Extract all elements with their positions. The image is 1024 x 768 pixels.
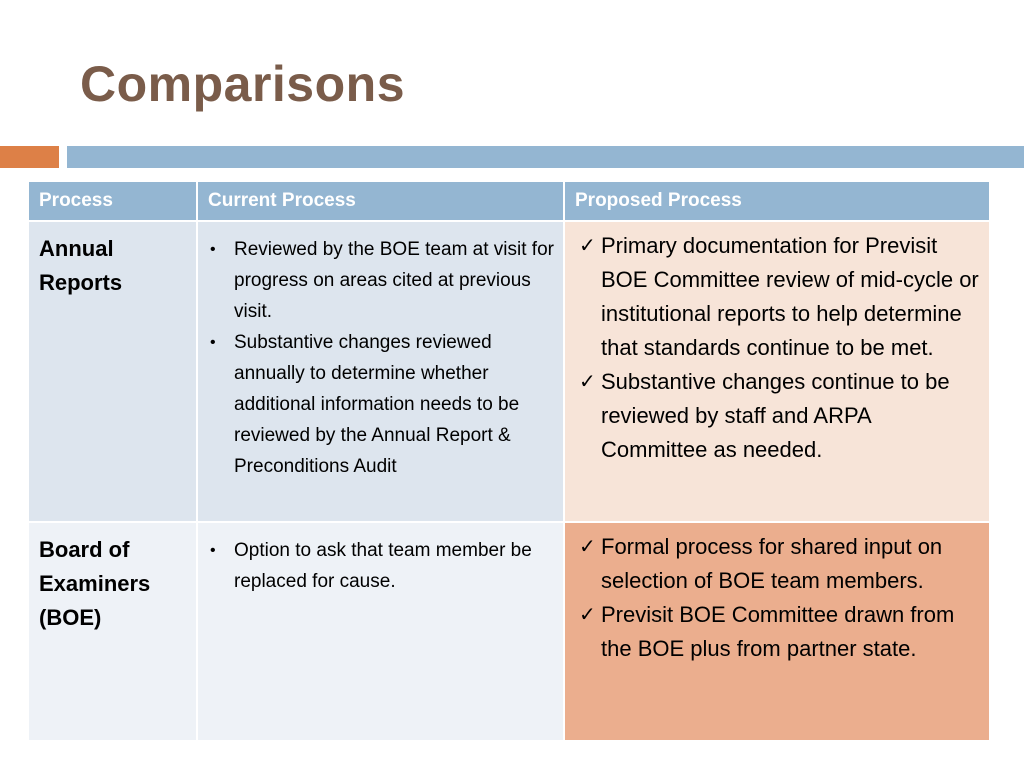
list-item bbox=[579, 229, 981, 365]
row-label: Board of Examiners (BOE) bbox=[39, 537, 151, 630]
row-label: Annual Reports bbox=[39, 236, 123, 295]
list-item-text: Previsit BOE Committee drawn from the BOE plus from partner state. bbox=[601, 602, 955, 661]
list-item bbox=[579, 530, 981, 598]
list-item-text: Primary documentation for Previsit BOE Committee review of mid-cycle or institutional reports to help determine that standards continue to be met. bbox=[601, 233, 979, 360]
list-item bbox=[210, 234, 557, 327]
accent-bar-blue bbox=[67, 146, 1024, 168]
bullet-icon: • bbox=[210, 241, 216, 258]
comparison-table bbox=[27, 180, 991, 742]
list-item bbox=[210, 327, 557, 482]
header-process: Process bbox=[28, 181, 197, 221]
header-proposed-process: Proposed Process bbox=[564, 181, 990, 221]
accent-bar-orange bbox=[0, 146, 59, 168]
list-item-text: Substantive changes continue to be reviewed by staff and ARPA Committee as needed. bbox=[601, 369, 950, 462]
current-process-cell bbox=[197, 221, 564, 522]
checkmark-icon: ✓ bbox=[579, 235, 596, 257]
bullet-icon: • bbox=[210, 334, 216, 351]
list-item bbox=[579, 598, 981, 666]
header-current-process: Current Process bbox=[197, 181, 564, 221]
proposed-process-cell bbox=[564, 221, 990, 522]
checkmark-icon: ✓ bbox=[579, 536, 596, 558]
list-item-text: Formal process for shared input on selection of BOE team members. bbox=[601, 534, 943, 593]
list-item-text: Substantive changes reviewed annually to determine whether additional information needs to be reviewed by the Annual Report & Preconditions Audit bbox=[234, 332, 520, 477]
list-item-text: Reviewed by the BOE team at visit for progress on areas cited at previous visit. bbox=[234, 239, 554, 322]
table-row bbox=[28, 221, 990, 522]
checkmark-icon: ✓ bbox=[579, 604, 596, 626]
list-item-text: Option to ask that team member be replaced for cause. bbox=[234, 540, 532, 592]
list-item bbox=[210, 535, 557, 597]
list-item bbox=[579, 365, 981, 467]
proposed-process-cell bbox=[564, 522, 990, 741]
table-row bbox=[28, 522, 990, 741]
bullet-icon: • bbox=[210, 542, 216, 559]
slide-title: Comparisons bbox=[80, 56, 406, 112]
table-header-row bbox=[28, 181, 990, 221]
current-process-cell bbox=[197, 522, 564, 741]
checkmark-icon: ✓ bbox=[579, 371, 596, 393]
row-label-cell bbox=[28, 522, 197, 741]
row-label-cell bbox=[28, 221, 197, 522]
